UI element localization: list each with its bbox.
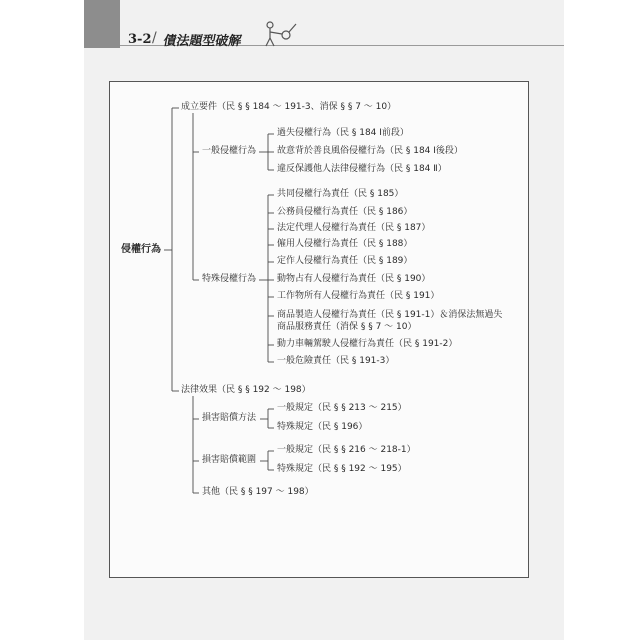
formation-requirements-node: 成立要件（民 § § 184 ～ 191-3、消保 § § 7 ～ 10）	[181, 102, 397, 112]
special-tort-item: 動力車輛駕駛人侵權行為責任（民 § 191-2）	[277, 339, 458, 349]
special-tort-item: 法定代理人侵權行為責任（民 § 187）	[277, 223, 431, 233]
others-node: 其他（民 § § 197 ～ 198）	[202, 487, 314, 497]
general-tort-item: 過失侵權行為（民 § 184 Ⅰ前段）	[277, 128, 409, 138]
root-node-tort: 侵權行為	[121, 244, 161, 255]
special-tort-item-continuation: 商品服務責任（消保 § § 7 ～ 10）	[277, 322, 417, 332]
damage-scope-item: 一般規定（民 § § 216 ～ 218-1）	[277, 445, 416, 455]
special-tort-node: 特殊侵權行為	[202, 274, 257, 284]
general-tort-node: 一般侵權行為	[202, 146, 257, 156]
damage-scope-item: 特殊規定（民 § § 192 ～ 195）	[277, 464, 407, 474]
special-tort-item: 一般危險責任（民 § 191-3）	[277, 356, 395, 366]
special-tort-item: 公務員侵權行為責任（民 § 186）	[277, 207, 413, 217]
special-tort-item: 動物占有人侵權行為責任（民 § 190）	[277, 274, 431, 284]
legal-effect-node: 法律效果（民 § § 192 ～ 198）	[181, 385, 311, 395]
damage-method-item: 一般規定（民 § § 213 ～ 215）	[277, 403, 407, 413]
damage-scope-node: 損害賠償範圍	[202, 455, 257, 465]
special-tort-item: 僱用人侵權行為責任（民 § 188）	[277, 239, 413, 249]
damage-method-item: 特殊規定（民 § 196）	[277, 422, 368, 432]
damage-method-node: 損害賠償方法	[202, 413, 257, 423]
special-tort-item: 定作人侵權行為責任（民 § 189）	[277, 256, 413, 266]
chapter-title: 債法題型破解	[162, 34, 243, 49]
special-tort-item: 商品製造人侵權行為責任（民 § 191-1）＆消保法無過失	[277, 310, 503, 320]
general-tort-item: 故意背於善良風俗侵權行為（民 § 184 Ⅰ後段）	[277, 146, 463, 156]
special-tort-item: 工作物所有人侵權行為責任（民 § 191）	[277, 291, 440, 301]
header-slash-divider: /	[152, 30, 157, 46]
special-tort-item: 共同侵權行為責任（民 § 185）	[277, 189, 404, 199]
general-tort-item: 違反保護他人法律侵權行為（民 § 184 Ⅱ）	[277, 164, 447, 174]
chapter-number: 3-2	[128, 32, 152, 47]
